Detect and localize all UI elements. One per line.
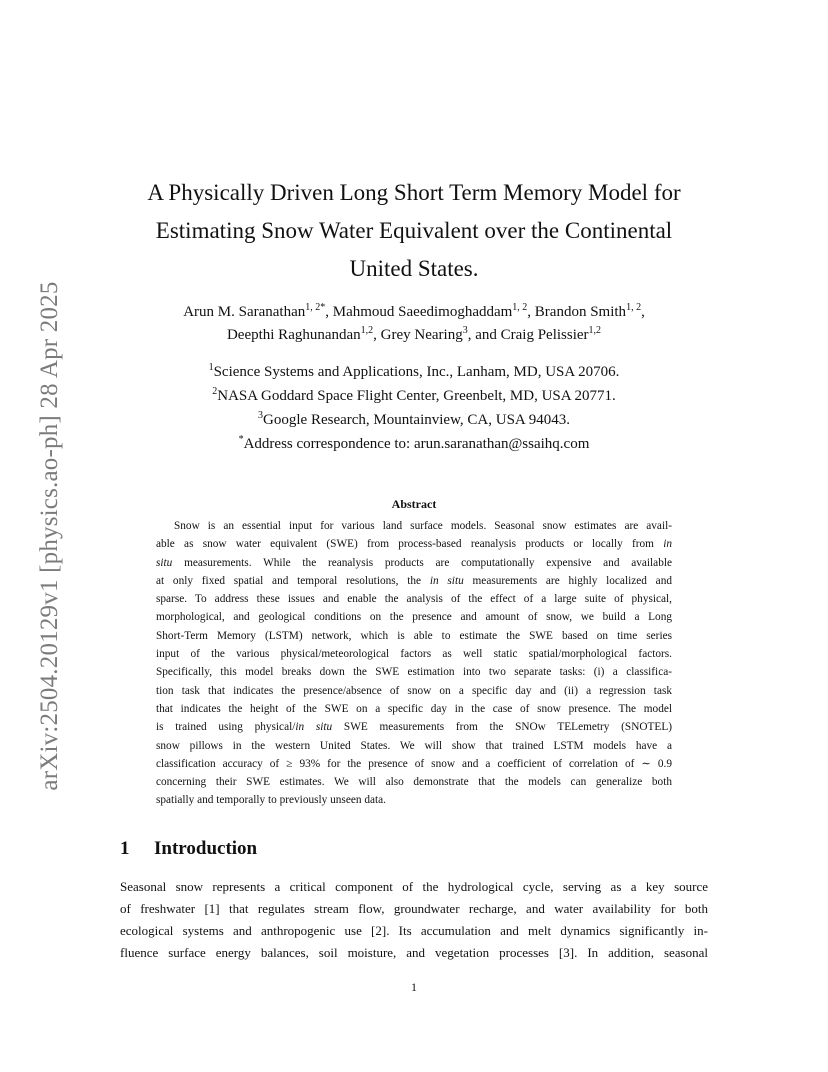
- body-line: of freshwater [1] that regulates stream flow, groundwater recharge, and water availability for both: [120, 901, 708, 916]
- section-title: Introduction: [154, 838, 258, 859]
- author-affiliation-mark: 1, 2*: [305, 302, 326, 313]
- abstract-line: classification accuracy of ≥ 93% for the presence of snow and a coefficient of correlation of ∼ 0.9: [156, 757, 672, 770]
- correspondence-mark: *: [238, 434, 244, 445]
- affiliation-mark: 2: [212, 386, 218, 397]
- author-name: Deepthi Raghunandan: [226, 327, 361, 343]
- abstract-text: at only fixed spatial and temporal resolutions, the: [156, 574, 430, 587]
- title-line: A Physically Driven Long Short Term Memory Model for: [147, 180, 681, 205]
- abstract-line: morphological, and geological conditions on the presence and amount of snow, we build a Long: [156, 611, 672, 624]
- title-line: Estimating Snow Water Equivalent over the Continental: [155, 218, 673, 243]
- author-affiliation-mark: 1, 2: [626, 302, 642, 313]
- abstract-text: is trained using physical/: [156, 721, 296, 734]
- affiliation-text: Google Research, Mountainview, CA, USA 94043.: [263, 412, 570, 428]
- arxiv-identifier-stamp: arXiv:2504.20129v1 [physics.ao-ph] 28 Apr 2025: [36, 281, 63, 791]
- abstract-line: [156, 572, 672, 590]
- introduction-body: [120, 876, 708, 964]
- author-affiliation-mark: 1,2: [588, 325, 602, 336]
- abstract-line: [156, 535, 672, 553]
- abstract-line: concerning their SWE estimates. We will also demonstrate that the models can generalize both: [156, 776, 672, 789]
- body-line: fluence surface energy balances, soil moisture, and vegetation processes [3]. In addition, seasonal: [120, 945, 708, 960]
- abstract-emphasis: in situ: [429, 574, 464, 587]
- body-line: Seasonal snow represents a critical component of the hydrological cycle, serving as a key source: [120, 879, 708, 894]
- correspondence-line: [120, 432, 708, 456]
- affiliation-text: NASA Goddard Space Flight Center, Greenbelt, MD, USA 20771.: [217, 388, 616, 404]
- abstract-line: Short-Term Memory (LSTM) network, which is able to estimate the SWE based on time series: [156, 629, 672, 642]
- abstract-line: spatially and temporally to previously unseen data.: [156, 794, 386, 807]
- section-heading-introduction: [120, 838, 257, 860]
- abstract-emphasis: in situ: [295, 721, 333, 734]
- affiliation-line: [120, 360, 708, 384]
- abstract-line: [156, 554, 672, 572]
- author-name: , and Craig Pelissier: [467, 327, 589, 343]
- author-line: [120, 324, 708, 347]
- affiliation-text: Science Systems and Applications, Inc., Lanham, MD, USA 20706.: [213, 364, 620, 380]
- title-line: United States.: [349, 256, 479, 281]
- author-name: , Brandon Smith: [527, 304, 627, 320]
- abstract-line: input of the various physical/meteorological factors as well static spatial/morphological factors.: [156, 648, 672, 661]
- page-number: 1: [411, 980, 417, 994]
- paper-title: [120, 174, 708, 288]
- abstract-line: tion task that indicates the presence/absence of snow on a specific day and (ii) a regression task: [156, 684, 672, 697]
- abstract-text: measurements. While the reanalysis products are computationally expensive and available: [172, 556, 672, 569]
- author-name: , Grey Nearing: [373, 327, 463, 343]
- author-separator: ,: [641, 304, 645, 320]
- author-name: Arun M. Saranathan: [183, 304, 306, 320]
- abstract-heading: Abstract: [391, 497, 437, 511]
- author-line: [120, 301, 708, 324]
- abstract-text: SWE measurements from the SNOw TELemetry (SNOTEL): [332, 721, 672, 734]
- abstract-emphasis: situ: [156, 556, 173, 569]
- affiliation-list: [120, 360, 708, 456]
- section-number: 1: [120, 838, 130, 859]
- author-name: , Mahmoud Saeedimoghaddam: [325, 304, 513, 320]
- abstract-line: Snow is an essential input for various land surface models. Seasonal snow estimates are avail-: [174, 520, 672, 532]
- author-affiliation-mark: 1,2: [360, 325, 374, 336]
- affiliation-mark: 3: [258, 410, 264, 421]
- abstract-body: [156, 517, 672, 810]
- author-list: [120, 301, 708, 347]
- affiliation-line: [120, 408, 708, 432]
- abstract-text: able as snow water equivalent (SWE) from process-based reanalysis products or locally from: [156, 538, 664, 551]
- abstract-line: sparse. To address these issues and enable the analysis of the effect of a large suite of physical,: [156, 593, 672, 606]
- abstract-emphasis: in: [663, 538, 672, 551]
- affiliation-mark: 1: [208, 362, 214, 373]
- author-affiliation-mark: 1, 2: [512, 302, 528, 313]
- abstract-line: that indicates the height of the SWE on a specific day in the case of snow presence. The model: [156, 702, 672, 715]
- abstract-line: snow pillows in the western United States. We will show that trained LSTM models have a: [156, 739, 672, 752]
- affiliation-line: [120, 384, 708, 408]
- correspondence-text: Address correspondence to: arun.saranathan@ssaihq.com: [243, 436, 590, 452]
- abstract-text: measurements are highly localized and: [463, 574, 672, 587]
- abstract-line: [156, 718, 672, 736]
- author-affiliation-mark: 3: [462, 325, 468, 336]
- body-line: ecological systems and anthropogenic use [2]. Its accumulation and melt dynamics significantly in-: [120, 923, 708, 938]
- abstract-line: Specifically, this model breaks down the SWE estimation into two separate tasks: (i) a classifica-: [156, 666, 672, 679]
